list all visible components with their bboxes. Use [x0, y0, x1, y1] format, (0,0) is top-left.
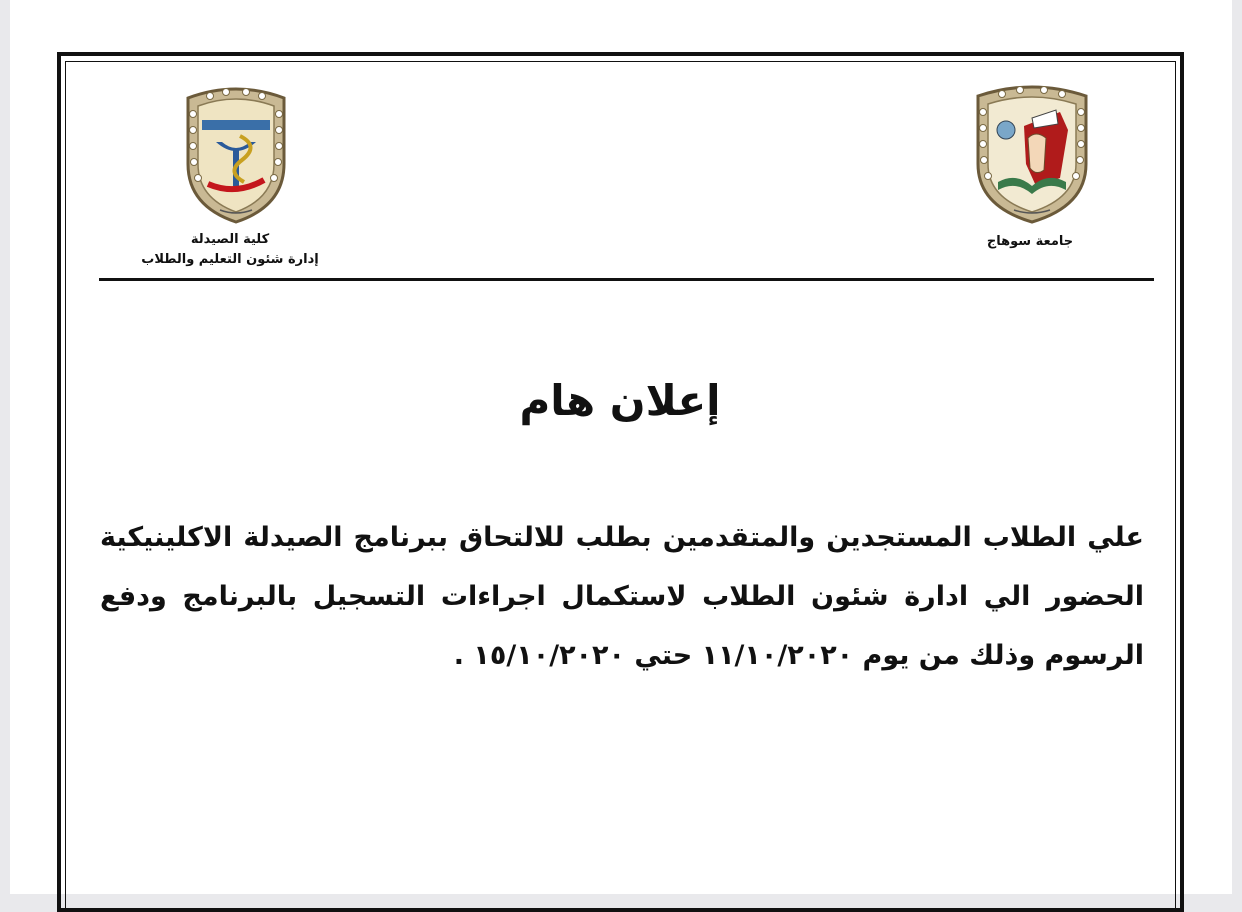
announcement-body: علي الطلاب المستجدين والمتقدمين بطلب للالتحاق ببرنامج الصيدلة الاكلينيكية الحضور الي ادارة شئون الطلاب لاستكمال اجراءات التسجيل بالبرنامج ودفع الرسوم وذلك من يوم ١١/١٠/٢٠٢٠ حتي ١٥/١٠/٢٠٢٠ . [100, 522, 1144, 671]
department-name: إدارة شئون التعليم والطلاب [141, 252, 319, 267]
university-header [960, 232, 1100, 252]
pharmacy-emblem-icon [180, 84, 292, 224]
faculty-header [130, 230, 330, 270]
announcement-title: إعلان هام [519, 376, 721, 425]
header-divider [99, 278, 1154, 281]
sohag-university-emblem-icon [972, 82, 1092, 224]
faculty-name: كلية الصيدلة [190, 232, 270, 247]
university-name: جامعة سوهاج [986, 234, 1074, 249]
